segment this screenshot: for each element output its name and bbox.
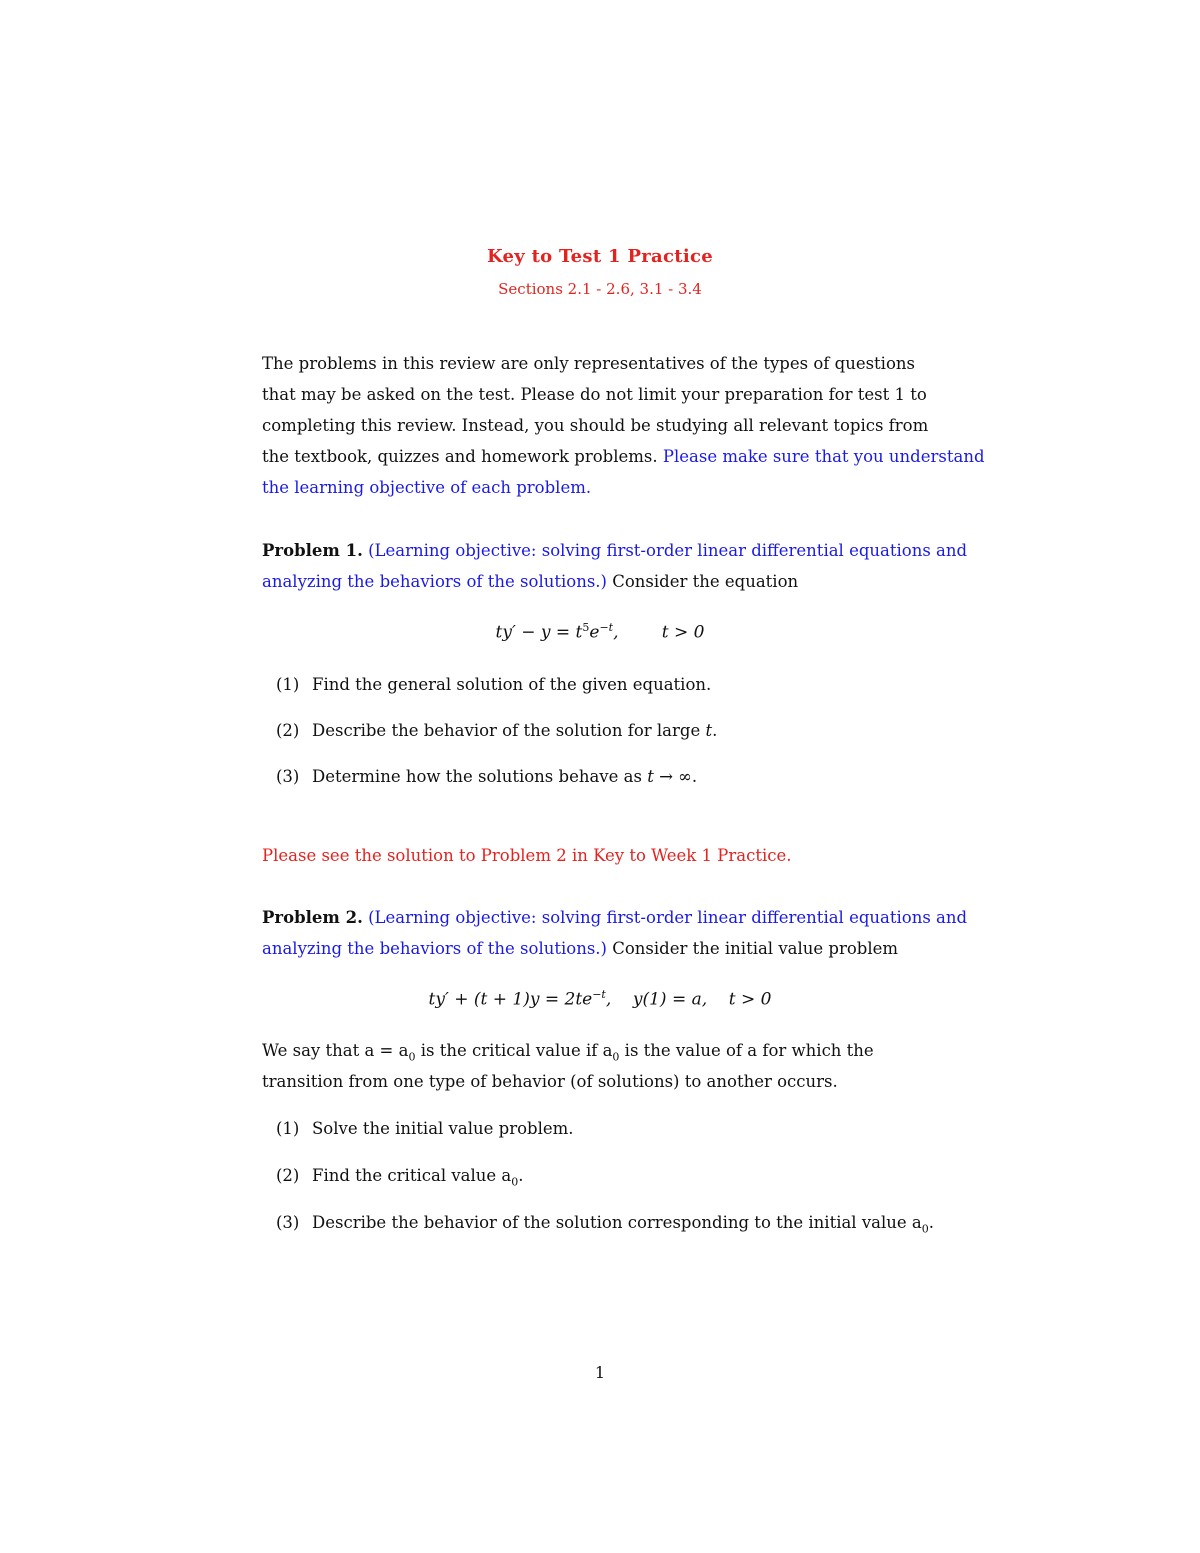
intro-line-4-text: the textbook, quizzes and homework problems. [262, 447, 663, 466]
item-subscript: 0 [511, 1175, 519, 1189]
problem-1-heading [262, 541, 967, 561]
intro-emphasis: Please make sure that you understand [662, 447, 985, 466]
item-text: Determine how the solutions behave as [312, 767, 648, 786]
item-number: (2) [276, 1166, 300, 1185]
problem-2-item-3 [276, 1213, 934, 1235]
eq1-e: e [589, 622, 600, 643]
critical-sub-1: 0 [408, 1050, 416, 1064]
item-text: Find the general solution of the given equation. [312, 675, 712, 694]
eq1-exponent: 5 [582, 621, 590, 634]
critical-sub-2: 0 [612, 1050, 620, 1064]
problem-2-objective-cont: analyzing the behaviors of the solutions.) [262, 939, 607, 958]
problem-1-lead: Consider the equation [606, 572, 799, 591]
item-subscript: 0 [921, 1222, 929, 1236]
intro-line-2: that may be asked on the test. Please do not limit your preparation for test 1 to [262, 385, 927, 404]
eq2-rest: , y(1) = a, t > 0 [605, 989, 772, 1010]
problem-1-item-2 [276, 721, 717, 740]
problem-1-objective: (Learning objective: solving first-order linear differential equations and [368, 541, 968, 560]
item-variable: t [647, 767, 654, 786]
eq2-lhs: ty′ + (t + 1)y = 2te [428, 989, 593, 1010]
problem-2-heading [262, 908, 967, 928]
document-title: Key to Test 1 Practice [486, 246, 714, 267]
problem-1-answer: Please see the solution to Problem 2 in Key to Week 1 Practice. [262, 846, 792, 865]
intro-line-3: completing this review. Instead, you should be studying all relevant topics from [262, 416, 929, 435]
item-number: (1) [276, 675, 300, 694]
critical-value-line-2: transition from one type of behavior (of solutions) to another occurs. [262, 1072, 838, 1091]
problem-1-label: Problem 1. [262, 541, 363, 560]
problem-1-item-1 [276, 675, 711, 694]
item-end: . [518, 1166, 524, 1185]
critical-value-line-1 [262, 1041, 874, 1067]
eq2-exponent: −t [592, 988, 606, 1001]
item-number: (1) [276, 1119, 300, 1138]
problem-1-item-3 [276, 767, 697, 786]
item-end: . [712, 721, 718, 740]
problem-2-label: Problem 2. [262, 908, 363, 927]
problem-2-item-1 [276, 1119, 574, 1138]
intro-line-5: the learning objective of each problem. [262, 478, 592, 497]
eq1-exponent-2: −t [599, 621, 614, 634]
item-text: Describe the behavior of the solution for large [312, 721, 706, 740]
item-end: → ∞. [653, 767, 698, 786]
critical-text-a: We say that a = a [262, 1041, 409, 1060]
page-number: 1 [594, 1363, 606, 1382]
item-number: (3) [276, 767, 300, 786]
critical-text-c: is the value of a for which the [619, 1041, 874, 1060]
intro-line-1: The problems in this review are only representatives of the types of questions [262, 354, 915, 373]
item-variable: t [705, 721, 713, 740]
item-text: Solve the initial value problem. [312, 1119, 574, 1138]
item-end: . [928, 1213, 934, 1232]
problem-2-equation [0, 988, 1200, 1010]
critical-text-b: is the critical value if a [415, 1041, 613, 1060]
item-text: Find the critical value a [312, 1166, 512, 1185]
item-text: Describe the behavior of the solution corresponding to the initial value a [312, 1213, 922, 1232]
item-number: (3) [276, 1213, 300, 1232]
problem-2-item-2 [276, 1166, 524, 1188]
eq1-lhs: ty′ − y = t [495, 622, 583, 643]
problem-2-lead: Consider the initial value problem [606, 939, 899, 958]
eq1-condition: , t > 0 [613, 622, 705, 643]
item-number: (2) [276, 721, 300, 740]
problem-2-heading-cont [262, 939, 898, 959]
problem-1-heading-cont [262, 572, 798, 592]
problem-1-equation [0, 621, 1200, 643]
problem-1-objective-cont: analyzing the behaviors of the solutions.) [262, 572, 607, 591]
intro-line-4 [262, 447, 985, 467]
problem-2-objective: (Learning objective: solving first-order linear differential equations and [368, 908, 968, 927]
document-subtitle: Sections 2.1 - 2.6, 3.1 - 3.4 [498, 280, 702, 298]
